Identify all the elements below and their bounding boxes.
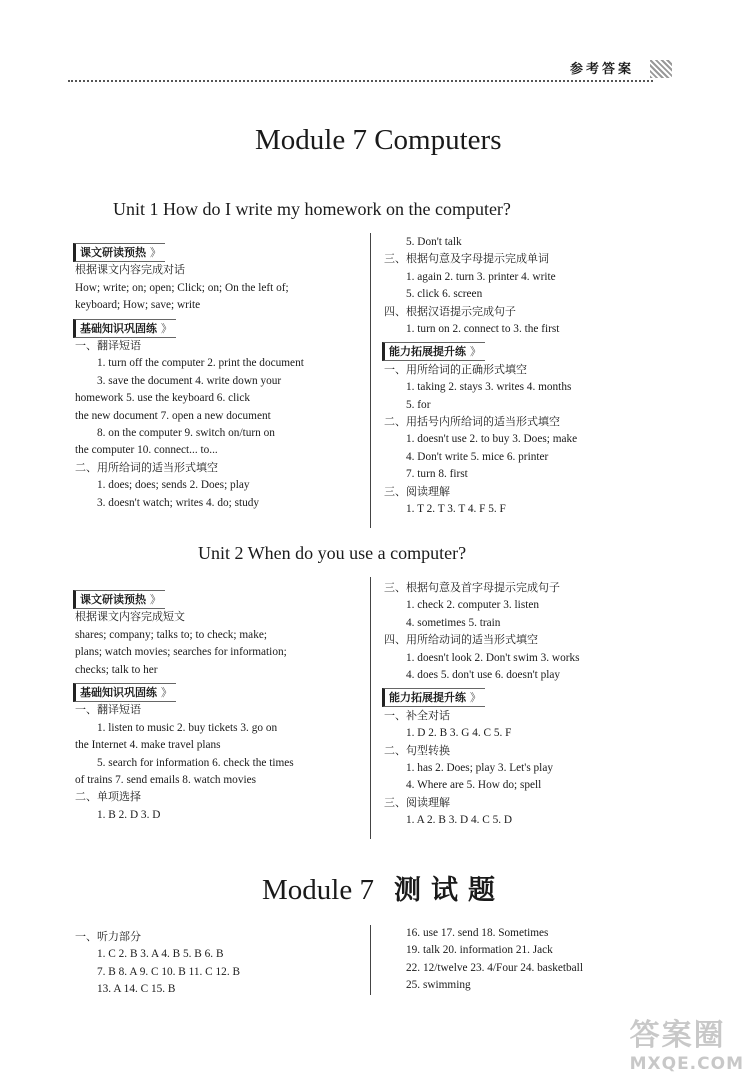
unit1-column-divider	[370, 233, 371, 528]
section-heading: 一、翻译短语	[75, 339, 141, 352]
answer-line: 8. on the computer 9. switch on/turn on	[97, 427, 275, 439]
answer-line: the computer 10. connect... to...	[75, 444, 218, 457]
answer-line: 1. does; does; sends 2. Does; play	[97, 479, 250, 492]
section-heading: 二、用所给词的适当形式填空	[75, 460, 218, 474]
answer-line: 4. sometimes 5. train	[406, 616, 501, 629]
answer-line: 1. D 2. B 3. G 4. C 5. F	[406, 727, 512, 740]
answer-line: shares; company; talks to; to check; make;	[75, 628, 267, 641]
answer-line: 1. A 2. B 3. D 4. C 5. D	[406, 814, 513, 827]
section-box-text: 课文研读预热	[80, 593, 146, 606]
answer-line: the Internet 4. make travel plans	[75, 739, 221, 752]
answer-line: How; write; on; open; Click; on; On the left of;	[75, 281, 289, 294]
answer-line: 7. B 8. A 9. C 10. B 11. C 12. B	[97, 965, 241, 978]
section-box-label	[73, 243, 165, 262]
watermark	[630, 1010, 744, 1074]
answer-line: 3. save the document 4. write down your	[97, 374, 282, 387]
test-title-en: Module 7	[262, 874, 374, 906]
answer-line: plans; watch movies; searches for information;	[75, 646, 287, 659]
section-heading: 一、翻译短语	[75, 703, 141, 717]
answer-line: 25. swimming	[406, 979, 471, 992]
answer-line: 1. check 2. computer 3. listen	[406, 599, 540, 612]
answer-line: 13. A 14. C 15. B	[97, 983, 176, 996]
answer-line: 3. doesn't watch; writes 4. do; study	[97, 496, 260, 509]
section-heading: 一、听力部分	[75, 930, 141, 943]
answer-line: 1. T 2. T 3. T 4. F 5. F	[406, 503, 506, 515]
answer-line: 4. Where are 5. How do; spell	[406, 779, 542, 792]
answer-line: 1. doesn't use 2. to buy 3. Does; make	[406, 433, 578, 446]
answer-line: checks; talk to her	[75, 663, 158, 676]
section-heading: 四、用所给动词的适当形式填空	[384, 633, 538, 647]
chevron-right-icon: 》	[150, 246, 161, 259]
answer-line: 7. turn 8. first	[406, 468, 468, 481]
answer-line: 1. turn on 2. connect to 3. the first	[406, 323, 560, 335]
section-box-label	[73, 590, 165, 609]
answer-line: 5. for	[406, 398, 431, 411]
section-heading: 四、根据汉语提示完成句子	[384, 304, 516, 318]
answer-line: 5. click 6. screen	[406, 288, 483, 301]
answer-line: 1. again 2. turn 3. printer 4. write	[406, 270, 556, 283]
header-label: 参考答案	[570, 61, 635, 76]
section-box-label	[382, 342, 485, 361]
section-box-label	[382, 688, 485, 707]
section-heading: 根据课文内容完成短文	[75, 610, 185, 624]
test-title-cn: 测试题	[393, 875, 505, 905]
test-title	[262, 868, 505, 907]
answer-line: 16. use 17. send 18. Sometimes	[406, 927, 549, 939]
answer-line: 19. talk 20. information 21. Jack	[406, 944, 553, 957]
header-dotted-rule	[68, 80, 653, 82]
test-column-divider	[370, 925, 371, 995]
section-box-label	[73, 683, 176, 702]
section-heading: 二、句型转换	[384, 743, 450, 757]
chevron-right-icon: 》	[161, 686, 172, 699]
section-heading: 三、阅读理解	[384, 795, 450, 809]
section-heading: 三、根据句意及字母提示完成单词	[384, 252, 549, 266]
section-box-text: 课文研读预热	[80, 246, 146, 259]
answer-line: 1. has 2. Does; play 3. Let's play	[406, 762, 553, 774]
section-box-text: 能力拓展提升练	[389, 345, 466, 359]
answer-line: 1. C 2. B 3. A 4. B 5. B 6. B	[97, 948, 224, 961]
chevron-right-icon: 》	[161, 321, 172, 335]
section-box-text: 能力拓展提升练	[389, 691, 466, 705]
answer-line: keyboard; How; save; write	[75, 299, 201, 312]
answer-line: 5. search for information 6. check the times	[97, 756, 294, 769]
unit1-title: Unit 1 How do I write my homework on the computer?	[113, 199, 511, 219]
chevron-right-icon: 》	[470, 345, 481, 359]
section-heading: 二、单项选择	[75, 790, 141, 804]
section-box-text: 基础知识巩固练	[80, 321, 157, 335]
watermark-url: MXQE.COM	[629, 1054, 744, 1074]
section-heading: 根据课文内容完成对话	[75, 263, 185, 277]
section-box-label	[73, 319, 176, 338]
section-heading: 三、阅读理解	[384, 484, 450, 498]
answer-line: 1. turn off the computer 2. print the document	[97, 357, 304, 370]
answer-line: 1. taking 2. stays 3. writes 4. months	[406, 381, 572, 394]
answer-line: homework 5. use the keyboard 6. click	[75, 392, 251, 405]
module-title: Module 7 Computers	[255, 124, 502, 156]
answer-line: of trains 7. send emails 8. watch movies	[75, 774, 257, 786]
header-decoration	[650, 60, 672, 78]
section-heading: 三、根据句意及首字母提示完成句子	[384, 581, 560, 594]
answer-line: 5. Don't talk	[406, 236, 462, 248]
answer-line: 22. 12/twelve 23. 4/Four 24. basketball	[406, 961, 583, 974]
chevron-right-icon: 》	[470, 691, 481, 705]
answer-line: 1. B 2. D 3. D	[97, 808, 161, 821]
chevron-right-icon: 》	[150, 593, 161, 606]
section-heading: 一、补全对话	[384, 708, 450, 722]
unit2-title: Unit 2 When do you use a computer?	[198, 543, 467, 563]
answer-line: 4. does 5. don't use 6. doesn't play	[406, 669, 561, 681]
answer-line: 1. listen to music 2. buy tickets 3. go on	[97, 721, 278, 734]
watermark-logo-text: 答案圈	[629, 1018, 726, 1053]
section-box-text: 基础知识巩固练	[80, 686, 157, 699]
answer-line: 4. Don't write 5. mice 6. printer	[406, 450, 549, 463]
section-heading: 二、用括号内所给词的适当形式填空	[384, 415, 560, 428]
answer-line: 1. doesn't look 2. Don't swim 3. works	[406, 651, 580, 664]
section-heading: 一、用所给词的正确形式填空	[384, 362, 527, 376]
answer-line: the new document 7. open a new document	[75, 409, 271, 422]
unit2-column-divider	[370, 577, 371, 839]
